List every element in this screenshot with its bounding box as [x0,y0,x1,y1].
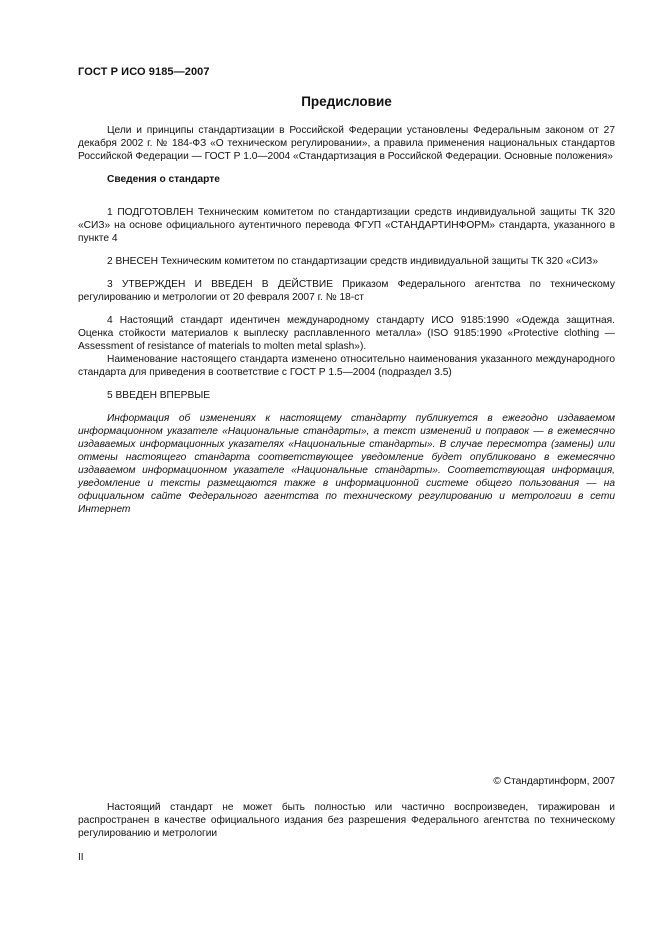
info-notice-paragraph: Информация об изменениях к настоящему стандарту публикуется в ежегодно издаваемом информационном указателе «Национальные стандарты», а текст изменений и поправок — в ежемесячно издаваемых информационных указателях «Национальные стандарты». В случае пересмотра (замены) или отмены настоящего стандарта соответствующее уведомление будет опубликовано в ежемесячно издаваемом информационном указателе «Национальные стандарты». Соответствующая информация, уведомление и тексты размещаются также в информационной системе общего пользования — на официальном сайте Федерального агентства по техническому регулированию и метрологии в сети Интернет [78,413,615,515]
item-4-paragraph: 4 Настоящий стандарт идентичен международному стандарту ИСО 9185:1990 «Одежда защитная. Оценка стойкости материалов к выплеску расплавленного металла» (ISO 9185:1990 «Protective clothing — Assessment of resistance of materials to molten metal splash»). [78,315,615,352]
copyright-notice: © Стандартинформ, 2007 [493,776,615,787]
page-title-text: Предисловие [301,94,392,109]
page-number: II [78,852,84,863]
intro-paragraph: Цели и принципы стандартизации в Российской Федерации установлены Федеральным законом от 27 декабря 2002 г. № 184-ФЗ «О техническом регулировании», а правила применения национальных стандартов Российской Федерации — ГОСТ Р 1.0—2004 «Стандартизация в Российской Федерации. Основные положения» [78,125,615,162]
section-heading: Сведения о стандарте [107,174,220,185]
item-1-paragraph: 1 ПОДГОТОВЛЕН Техническим комитетом по стандартизации средств индивидуальной защиты ТК 320 «СИЗ» на основе официального аутентичного перевода ФГУП «СТАНДАРТИНФОРМ» стандарта, указанного в пункте 4 [78,207,615,244]
standard-code: ГОСТ Р ИСО 9185—2007 [78,66,210,78]
item-4-note-paragraph: Наименование настоящего стандарта изменено относительно наименования указанного международного стандарта для приведения в соответствие с ГОСТ Р 1.5—2004 (подраздел 3.5) [78,354,615,378]
item-5-paragraph: 5 ВВЕДЕН ВПЕРВЫЕ [107,390,211,401]
reproduction-note-text: Настоящий стандарт не может быть полностью или частично воспроизведен, тиражирован и распространен в качестве официального издания без разрешения Федерального агентства по техническому регулированию и метрологии [78,802,615,839]
page-title [0,94,661,109]
item-2-paragraph: 2 ВНЕСЕН Техническим комитетом по стандартизации средств индивидуальной защиты ТК 320 «СИЗ» [107,256,599,267]
reproduction-note [78,801,615,840]
item-3-paragraph: 3 УТВЕРЖДЕН И ВВЕДЕН В ДЕЙСТВИЕ Приказом Федерального агентства по техническому регулированию и метрологии от 20 февраля 2007 г. № 18-ст [78,279,615,303]
document-body [78,124,615,516]
